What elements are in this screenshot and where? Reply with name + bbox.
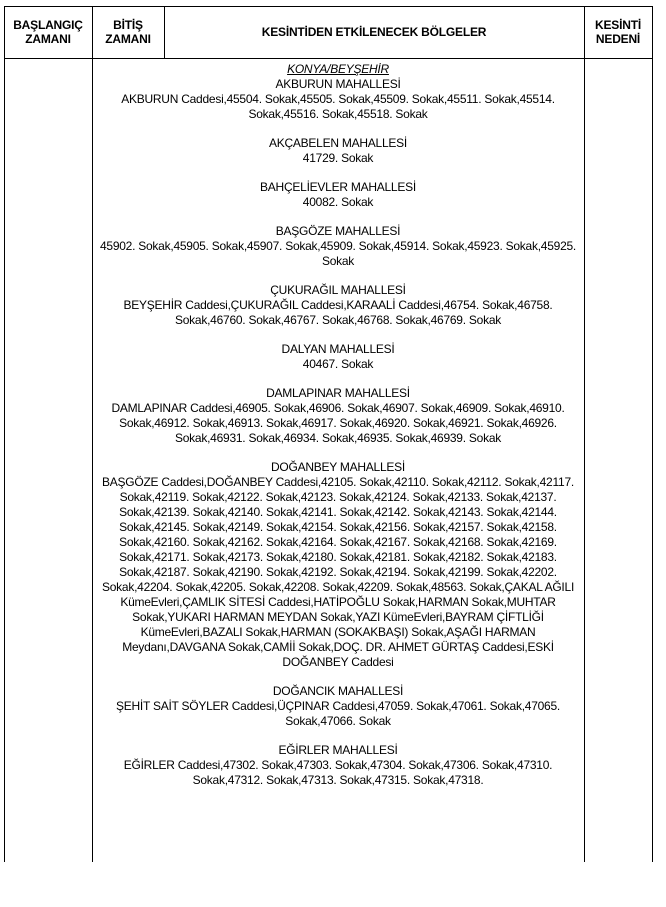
table-left-border: [4, 6, 5, 862]
neighborhood-block: [94, 460, 582, 670]
neighborhood-name: BAŞGÖZE MAHALLESİ: [275, 224, 401, 238]
neighborhood-streets: BEYŞEHİR Caddesi,ÇUKURAĞIL Caddesi,KARAALİ Caddesi,46754. Sokak,46758. Sokak,46760. Sokak,46767. Sokak,46768. Sokak,46769. Sokak: [123, 298, 553, 327]
neighborhood-block: [94, 743, 582, 788]
header-affected-regions: [164, 8, 584, 56]
header-bottom-border: [4, 58, 652, 59]
neighborhood-name: DALYAN MAHALLESİ: [281, 342, 395, 356]
neighborhood-name: DOĞANBEY MAHALLESİ: [271, 460, 405, 474]
neighborhood-block: [94, 180, 582, 210]
neighborhood-streets: BAŞGÖZE Caddesi,DOĞANBEY Caddesi,42105. Sokak,42110. Sokak,42112. Sokak,42117. Sokak,42119. Sokak,42122. Sokak,42123. Sokak,42124. Sokak,42133. Sokak,42137. Sokak,42139. Sokak,42140. Sokak,42141. Sokak,42142. Sokak,42143. Sokak,42144. Sokak,42145. Sokak,42149. Sokak,42154. Sokak,42156. Sokak,42157. Sokak,42158. Sokak,42160. Sokak,42162. Sokak,42164. Sokak,42167. Sokak,42168. Sokak,42169. Sokak,42171. Sokak,42173. Sokak,42180. Sokak,42181. Sokak,42182. Sokak,42183. Sokak,42187. Sokak,42190. Sokak,42192. Sokak,42194. Sokak,42199. Sokak,42202. Sokak,42204. Sokak,42205. Sokak,42208. Sokak,42209. Sokak,48563. Sokak,ÇAKAL AĞILI KümeEvleri,ÇAMLIK SİTESİ Caddesi,HATİPOĞLU Sokak,HARMAN Sokak,MUHTAR Sokak,YUKARI HARMAN MEYDAN Sokak,YAZI KümeEvleri,BAYRAM ÇİFTLİĞİ KümeEvleri,BAZALI Sokak,HARMAN (SOKAKBAŞI) Sokak,AŞAĞI HARMAN Meydanı,DAVGANA Sokak,CAMİİ Sokak,DOÇ. DR. AHMET GÜRTAŞ Caddesi,ESKİ DOĞANBEY Caddesi: [101, 475, 575, 669]
neighborhood-streets: EĞİRLER Caddesi,47302. Sokak,47303. Sokak,47304. Sokak,47306. Sokak,47310. Sokak,47312. Sokak,47313. Sokak,47315. Sokak,47318.: [123, 758, 553, 787]
header-outage-reason: [584, 8, 652, 56]
neighborhood-streets: AKBURUN Caddesi,45504. Sokak,45505. Sokak,45509. Sokak,45511. Sokak,45514. Sokak,45516. Sokak,45518. Sokak: [121, 92, 555, 121]
header-reason-line1: KESİNTİ: [595, 18, 641, 32]
header-reason-line2: NEDENİ: [595, 32, 641, 46]
province-title: KONYA/BEYŞEHİR: [287, 62, 389, 76]
neighborhood-block: [94, 224, 582, 269]
neighborhood-name: ÇUKURAĞIL MAHALLESİ: [270, 283, 406, 297]
header-start-time: [4, 8, 92, 56]
neighborhood-block: [94, 386, 582, 446]
header-end-line2: ZAMANI: [105, 32, 151, 46]
neighborhood-name: DAMLAPINAR MAHALLESİ: [266, 386, 410, 400]
header-end-time: [92, 8, 164, 56]
neighborhood-streets: ŞEHİT SAİT SÖYLER Caddesi,ÜÇPINAR Caddesi,47059. Sokak,47061. Sokak,47065. Sokak,47066. Sokak: [116, 699, 560, 728]
neighborhood-name: DOĞANCIK MAHALLESİ: [272, 684, 404, 698]
neighborhood-streets: 40467. Sokak: [302, 357, 374, 371]
table-right-border: [652, 6, 653, 862]
header-end-line1: BİTİŞ: [113, 18, 143, 32]
neighborhood-name: BAHÇELİEVLER MAHALLESİ: [260, 180, 416, 194]
neighborhood-block: [94, 77, 582, 122]
neighborhood-streets: DAMLAPINAR Caddesi,46905. Sokak,46906. Sokak,46907. Sokak,46909. Sokak,46910. Sokak,46912. Sokak,46913. Sokak,46917. Sokak,46920. Sokak,46921. Sokak,46926. Sokak,46931. Sokak,46934. Sokak,46935. Sokak,46939. Sokak: [111, 401, 565, 445]
neighborhood-streets: 41729. Sokak: [302, 151, 374, 165]
header-start-line2: ZAMANI: [25, 32, 71, 46]
neighborhood-block: [94, 684, 582, 729]
neighborhood-name: AKBURUN MAHALLESİ: [275, 77, 401, 91]
neighborhood-streets: 40082. Sokak: [302, 195, 374, 209]
header-regions-label: KESİNTİDEN ETKİLENECEK BÖLGELER: [261, 25, 487, 39]
neighborhood-streets: 45902. Sokak,45905. Sokak,45907. Sokak,45909. Sokak,45914. Sokak,45923. Sokak,45925. Sokak: [99, 239, 577, 268]
neighborhood-block: [94, 136, 582, 166]
header-start-line1: BAŞLANGIÇ: [13, 18, 83, 32]
column-divider-1: [92, 6, 93, 862]
regions-cell: [94, 62, 582, 802]
neighborhood-name: AKÇABELEN MAHALLESİ: [269, 136, 407, 150]
neighborhood-block: [94, 283, 582, 328]
neighborhood-name: EĞİRLER MAHALLESİ: [278, 743, 398, 757]
neighborhood-block: [94, 342, 582, 372]
table-top-border: [4, 6, 652, 7]
neighborhood-list: [94, 77, 582, 788]
column-divider-3: [584, 6, 585, 862]
